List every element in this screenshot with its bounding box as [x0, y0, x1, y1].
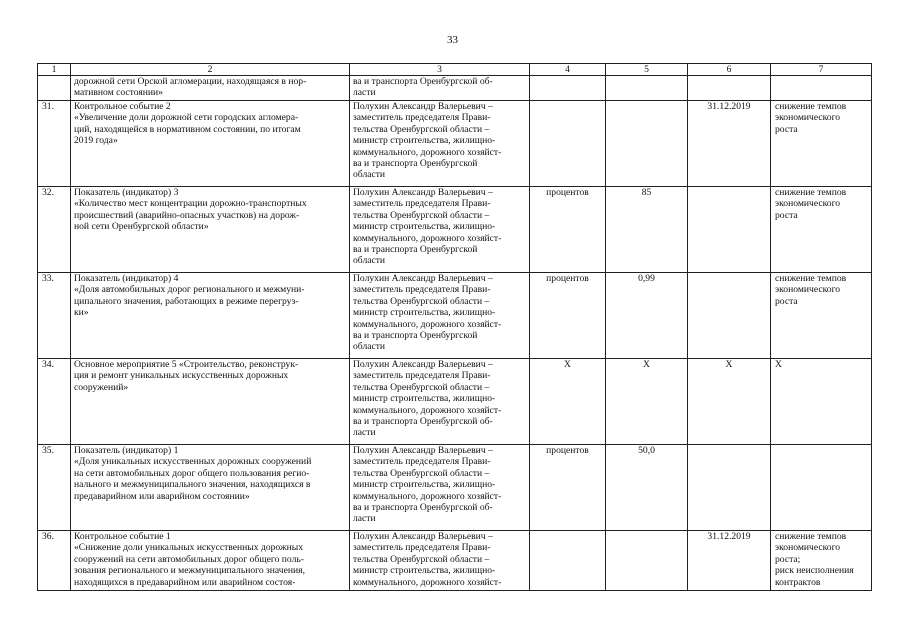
row-date — [688, 273, 771, 359]
row-value: Х — [606, 359, 688, 445]
table-row — [38, 445, 872, 531]
row-description: Показатель (индикатор) 4 «Доля автомобильных дорог регионального и межмуни- ципального значения, работающих в режиме перегруз- ки» — [71, 273, 350, 359]
row-unit — [530, 76, 606, 101]
table-row — [38, 531, 872, 591]
table-row — [38, 359, 872, 445]
row-risk: Х — [771, 359, 872, 445]
row-responsible: Полухин Александр Валерьевич – заместитель председателя Прави- тельства Оренбургской области – министр строительства, жилищно- коммунального, дорожного хозяйст- ва и транспорта Оренбургской об- ласти — [350, 359, 530, 445]
col-header-1: 1 — [38, 64, 71, 76]
row-responsible: Полухин Александр Валерьевич – заместитель председателя Прави- тельства Оренбургской области – министр строительства, жилищно- коммунального, дорожного хозяйст- ва и транспорта Оренбургской области — [350, 101, 530, 187]
row-description: Контрольное событие 1 «Снижение доли уникальных искусственных дорожных сооружений на сети автомобильных дорог общего поль- зования регионального и межмуниципального значения, находящихся в предаварийном или аварийном состоя- — [71, 531, 350, 591]
row-date: 31.12.2019 — [688, 531, 771, 591]
row-risk — [771, 76, 872, 101]
row-number — [38, 76, 71, 101]
row-date — [688, 445, 771, 531]
table-row — [38, 101, 872, 187]
table-body — [38, 76, 872, 591]
row-responsible: Полухин Александр Валерьевич – заместитель председателя Прави- тельства Оренбургской области – министр строительства, жилищно- коммунального, дорожного хозяйст- ва и транспорта Оренбургской области — [350, 187, 530, 273]
row-description: Основное мероприятие 5 «Строительство, реконструк- ция и ремонт уникальных искусственных дорожных сооружений» — [71, 359, 350, 445]
table-row — [38, 273, 872, 359]
row-risk: снижение темпов экономического роста — [771, 187, 872, 273]
header-row — [38, 64, 872, 76]
row-risk: снижение темпов экономического роста — [771, 273, 872, 359]
row-value: 0,99 — [606, 273, 688, 359]
row-unit: процентов — [530, 273, 606, 359]
col-header-4: 4 — [530, 64, 606, 76]
row-unit: Х — [530, 359, 606, 445]
row-value: 50,0 — [606, 445, 688, 531]
row-unit: процентов — [530, 187, 606, 273]
row-risk — [771, 445, 872, 531]
row-number: 35. — [38, 445, 71, 531]
row-number: 36. — [38, 531, 71, 591]
row-unit: процентов — [530, 445, 606, 531]
row-responsible: Полухин Александр Валерьевич – заместитель председателя Прави- тельства Оренбургской области – министр строительства, жилищно- коммунального, дорожного хозяйст- ва и транспорта Оренбургской об- ласти — [350, 445, 530, 531]
row-number: 34. — [38, 359, 71, 445]
row-date — [688, 187, 771, 273]
row-description: дорожной сети Орской агломерации, находящаяся в нор- мативном состоянии» — [71, 76, 350, 101]
row-risk: снижение темпов экономического роста — [771, 101, 872, 187]
table-row — [38, 187, 872, 273]
row-value — [606, 76, 688, 101]
row-date: 31.12.2019 — [688, 101, 771, 187]
row-responsible: Полухин Александр Валерьевич – заместитель председателя Прави- тельства Оренбургской области – министр строительства, жилищно- коммунального, дорожного хозяйст- — [350, 531, 530, 591]
row-risk: снижение темпов экономического роста; риск неисполнения контрактов — [771, 531, 872, 591]
row-number: 32. — [38, 187, 71, 273]
row-value — [606, 531, 688, 591]
row-unit — [530, 531, 606, 591]
col-header-3: 3 — [350, 64, 530, 76]
row-value — [606, 101, 688, 187]
plan-table — [37, 63, 872, 591]
page-number: 33 — [447, 34, 458, 46]
row-date: Х — [688, 359, 771, 445]
row-value: 85 — [606, 187, 688, 273]
row-unit — [530, 101, 606, 187]
table-row — [38, 76, 872, 101]
row-description: Показатель (индикатор) 3 «Количество мест концентрации дорожно-транспортных происшествий (аварийно-опасных участков) на дорож- ной сети Оренбургской области» — [71, 187, 350, 273]
row-description: Контрольное событие 2 «Увеличение доли дорожной сети городских агломера- ций, находящейся в нормативном состоянии, по итогам 2019 года» — [71, 101, 350, 187]
row-responsible: Полухин Александр Валерьевич – заместитель председателя Прави- тельства Оренбургской области – министр строительства, жилищно- коммунального, дорожного хозяйст- ва и транспорта Оренбургской области — [350, 273, 530, 359]
col-header-2: 2 — [71, 64, 350, 76]
col-header-6: 6 — [688, 64, 771, 76]
row-responsible: ва и транспорта Оренбургской об- ласти — [350, 76, 530, 101]
row-number: 31. — [38, 101, 71, 187]
col-header-5: 5 — [606, 64, 688, 76]
col-header-7: 7 — [771, 64, 872, 76]
row-number: 33. — [38, 273, 71, 359]
row-date — [688, 76, 771, 101]
row-description: Показатель (индикатор) 1 «Доля уникальных искусственных дорожных сооружений на сети автомобильных дорог общего пользования регио- нального и межмуниципального значения, находящихся в предаварийном или аварийном состоянии» — [71, 445, 350, 531]
